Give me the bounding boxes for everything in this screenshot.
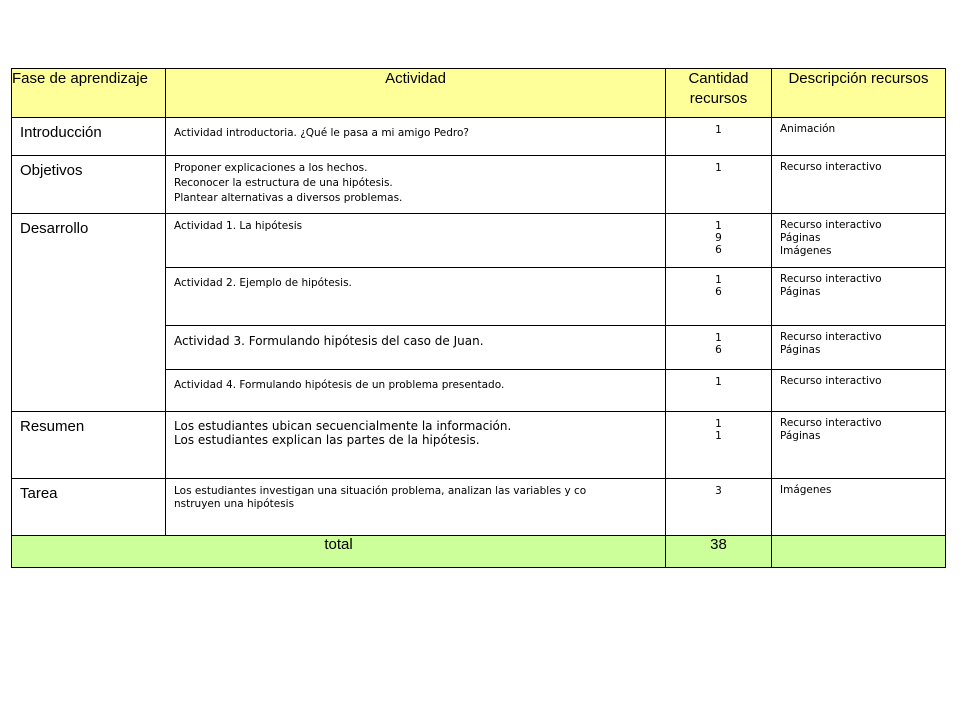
activity-cell (166, 214, 666, 268)
quantity-cell (666, 412, 772, 479)
total-label: total (12, 536, 666, 568)
description-cell (772, 326, 946, 370)
table-row (12, 214, 946, 268)
header-activity: Actividad (166, 69, 666, 118)
quantity-value: 3 (715, 485, 722, 497)
table-row (12, 156, 946, 214)
activity-line: Plantear alternativas a diversos problemas. (174, 192, 403, 204)
activity-line: Los estudiantes explican las partes de la hipótesis. (174, 433, 480, 447)
description-cell (772, 214, 946, 268)
activity-cell (166, 370, 666, 412)
description-line: Páginas (780, 232, 821, 244)
phase-cell: Desarrollo (12, 214, 166, 412)
description-line: Recurso interactivo (780, 219, 882, 231)
header-phase: Fase de aprendizaje (12, 69, 166, 118)
activity-cell (166, 479, 666, 536)
quantity-value: 9 (715, 232, 722, 244)
description-line: Recurso interactivo (780, 375, 882, 387)
phase-cell: Objetivos (12, 156, 166, 214)
activity-line: Los estudiantes investigan una situación problema, analizan las variables y co (174, 485, 587, 497)
description-line: Recurso interactivo (780, 161, 882, 173)
activity-line: Actividad 2. Ejemplo de hipótesis. (174, 277, 352, 289)
quantity-cell (666, 268, 772, 326)
description-line: Páginas (780, 286, 821, 298)
header-row (12, 69, 946, 118)
description-line: Recurso interactivo (780, 417, 882, 429)
quantity-cell (666, 326, 772, 370)
description-line: Imágenes (780, 245, 832, 257)
quantity-value: 6 (715, 344, 722, 356)
description-cell (772, 268, 946, 326)
activity-cell (166, 156, 666, 214)
quantity-cell (666, 118, 772, 156)
table-row (12, 479, 946, 536)
description-cell (772, 156, 946, 214)
quantity-value: 1 (715, 274, 722, 286)
description-line: Animación (780, 123, 836, 135)
total-empty-cell (772, 536, 946, 568)
description-line: Imágenes (780, 484, 832, 496)
activity-line: nstruyen una hipótesis (174, 498, 295, 510)
quantity-value: 6 (715, 286, 722, 298)
header-description: Descripción recursos (772, 69, 946, 118)
phase-cell: Introducción (12, 118, 166, 156)
description-cell (772, 412, 946, 479)
quantity-cell (666, 214, 772, 268)
table-row (12, 118, 946, 156)
description-line: Páginas (780, 344, 821, 356)
description-line: Recurso interactivo (780, 273, 882, 285)
quantity-value: 1 (715, 430, 722, 442)
table-row (12, 412, 946, 479)
description-cell (772, 479, 946, 536)
activity-cell (166, 268, 666, 326)
activity-line: Los estudiantes ubican secuencialmente la información. (174, 419, 512, 433)
phase-cell: Tarea (12, 479, 166, 536)
quantity-value: 1 (715, 162, 722, 174)
quantity-value: 1 (715, 220, 722, 232)
activity-cell (166, 326, 666, 370)
quantity-value: 6 (715, 244, 722, 256)
quantity-cell (666, 479, 772, 536)
total-row (12, 536, 946, 568)
resource-table (11, 68, 946, 568)
total-value: 38 (666, 536, 772, 568)
activity-line: Actividad 3. Formulando hipótesis del caso de Juan. (174, 334, 484, 348)
description-line: Recurso interactivo (780, 331, 882, 343)
activity-line: Proponer explicaciones a los hechos. (174, 162, 368, 174)
description-cell (772, 118, 946, 156)
quantity-value: 1 (715, 418, 722, 430)
activity-line: Actividad introductoria. ¿Qué le pasa a mi amigo Pedro? (174, 127, 469, 139)
quantity-cell (666, 156, 772, 214)
phase-cell: Resumen (12, 412, 166, 479)
quantity-cell (666, 370, 772, 412)
quantity-value: 1 (715, 124, 722, 136)
description-line: Páginas (780, 430, 821, 442)
activity-cell (166, 118, 666, 156)
activity-line: Actividad 1. La hipótesis (174, 220, 303, 232)
quantity-value: 1 (715, 332, 722, 344)
quantity-value: 1 (715, 376, 722, 388)
activity-cell (166, 412, 666, 479)
activity-line: Actividad 4. Formulando hipótesis de un problema presentado. (174, 379, 505, 391)
header-quantity: Cantidad recursos (666, 69, 772, 118)
description-cell (772, 370, 946, 412)
activity-line: Reconocer la estructura de una hipótesis. (174, 177, 393, 189)
